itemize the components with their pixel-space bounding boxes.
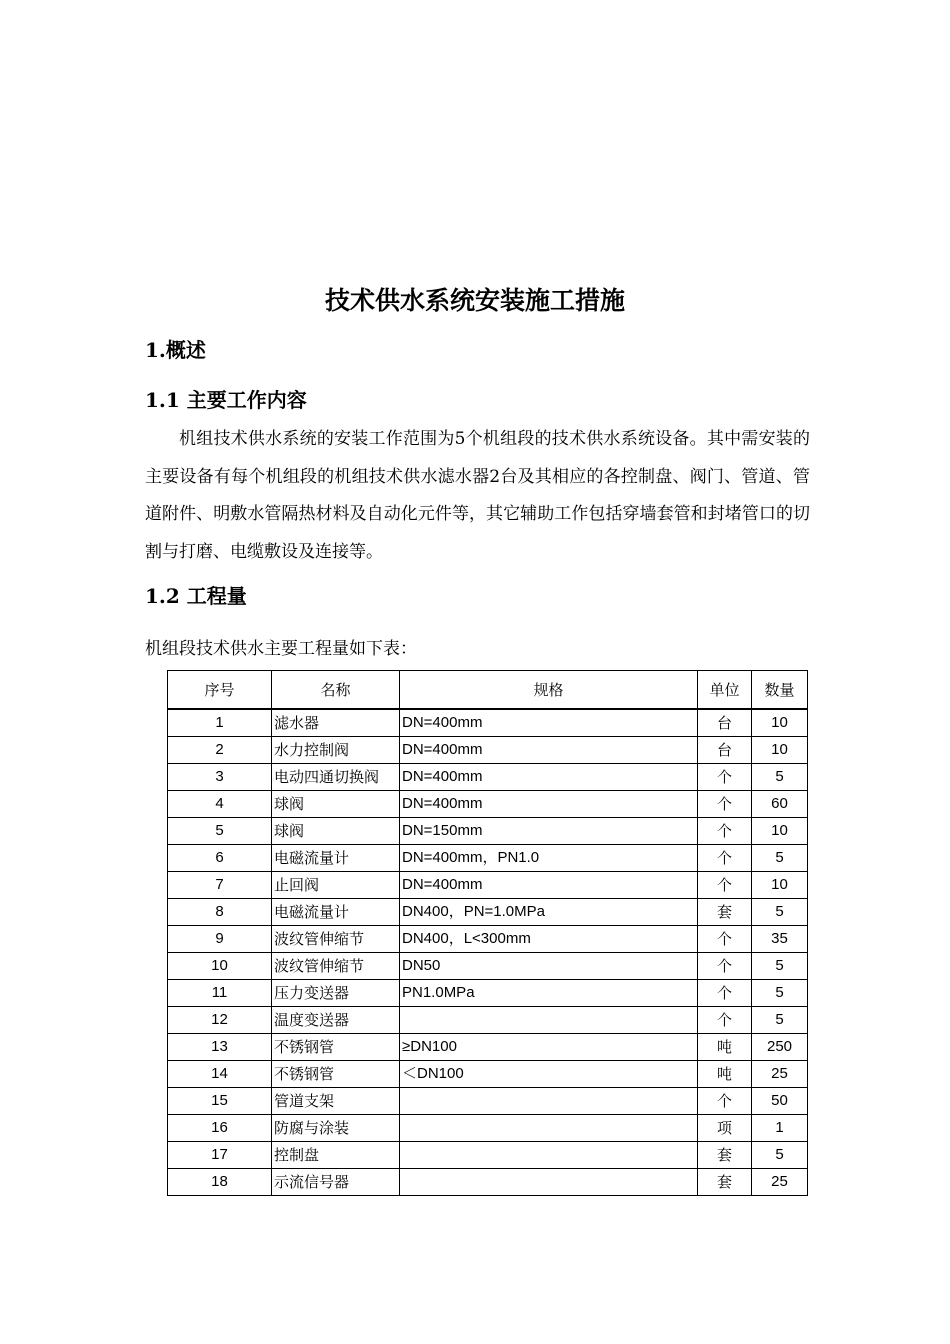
cell-unit: 个 — [698, 926, 752, 953]
table-row — [168, 899, 808, 926]
cell-no: 16 — [168, 1115, 272, 1142]
cell-spec: DN400，L<300mm — [400, 926, 698, 953]
cell-qty: 50 — [752, 1088, 808, 1115]
cell-unit: 个 — [698, 764, 752, 791]
cell-no: 6 — [168, 845, 272, 872]
cell-name: 止回阀 — [272, 872, 400, 899]
cell-spec — [400, 1088, 698, 1115]
cell-unit: 个 — [698, 1088, 752, 1115]
cell-spec: DN=150mm — [400, 818, 698, 845]
cell-name: 波纹管伸缩节 — [272, 953, 400, 980]
table-row — [168, 764, 808, 791]
cell-no: 1 — [168, 709, 272, 737]
cell-no: 15 — [168, 1088, 272, 1115]
cell-name: 滤水器 — [272, 709, 400, 737]
cell-name: 压力变送器 — [272, 980, 400, 1007]
header-name: 名称 — [272, 671, 400, 710]
cell-no: 12 — [168, 1007, 272, 1034]
cell-qty: 5 — [752, 899, 808, 926]
cell-spec: DN=400mm，PN1.0 — [400, 845, 698, 872]
table-row — [168, 1088, 808, 1115]
table-header-row — [168, 671, 808, 710]
cell-qty: 25 — [752, 1061, 808, 1088]
cell-spec: DN=400mm — [400, 764, 698, 791]
cell-name: 不锈钢管 — [272, 1034, 400, 1061]
cell-name: 不锈钢管 — [272, 1061, 400, 1088]
cell-unit: 台 — [698, 709, 752, 737]
cell-unit: 个 — [698, 953, 752, 980]
cell-no: 14 — [168, 1061, 272, 1088]
cell-name: 防腐与涂装 — [272, 1115, 400, 1142]
cell-spec: ＜DN100 — [400, 1061, 698, 1088]
section-heading-overview: 1.概述 — [145, 338, 206, 362]
cell-no: 7 — [168, 872, 272, 899]
cell-unit: 个 — [698, 845, 752, 872]
cell-spec: DN50 — [400, 953, 698, 980]
table-row — [168, 845, 808, 872]
table-row — [168, 953, 808, 980]
cell-unit: 个 — [698, 791, 752, 818]
cell-unit: 吨 — [698, 1061, 752, 1088]
cell-spec: DN=400mm — [400, 737, 698, 764]
cell-qty: 10 — [752, 709, 808, 737]
cell-name: 球阀 — [272, 818, 400, 845]
cell-unit: 吨 — [698, 1034, 752, 1061]
cell-unit: 个 — [698, 1007, 752, 1034]
cell-qty: 5 — [752, 980, 808, 1007]
cell-unit: 套 — [698, 1169, 752, 1196]
table-row — [168, 926, 808, 953]
cell-name: 电动四通切换阀 — [272, 764, 400, 791]
cell-spec: DN=400mm — [400, 709, 698, 737]
cell-no: 17 — [168, 1142, 272, 1169]
table-row — [168, 872, 808, 899]
cell-spec: PN1.0MPa — [400, 980, 698, 1007]
cell-qty: 5 — [752, 953, 808, 980]
cell-qty: 5 — [752, 1142, 808, 1169]
cell-spec: DN400，PN=1.0MPa — [400, 899, 698, 926]
table-row — [168, 737, 808, 764]
cell-unit: 个 — [698, 980, 752, 1007]
section-heading-quantities: 1.2 工程量 — [145, 584, 247, 608]
cell-no: 9 — [168, 926, 272, 953]
cell-spec — [400, 1007, 698, 1034]
cell-name: 温度变送器 — [272, 1007, 400, 1034]
cell-spec — [400, 1169, 698, 1196]
cell-no: 13 — [168, 1034, 272, 1061]
cell-qty: 60 — [752, 791, 808, 818]
cell-no: 2 — [168, 737, 272, 764]
cell-qty: 10 — [752, 872, 808, 899]
table-row — [168, 1007, 808, 1034]
cell-name: 控制盘 — [272, 1142, 400, 1169]
quantity-table — [167, 670, 808, 1196]
header-unit: 单位 — [698, 671, 752, 710]
cell-qty: 5 — [752, 764, 808, 791]
cell-no: 5 — [168, 818, 272, 845]
cell-qty: 1 — [752, 1115, 808, 1142]
table-caption: 机组段技术供水主要工程量如下表： — [145, 639, 417, 659]
table-body — [168, 709, 808, 1196]
cell-no: 4 — [168, 791, 272, 818]
section-heading-main-work: 1.1 主要工作内容 — [145, 388, 307, 412]
cell-unit: 个 — [698, 818, 752, 845]
cell-no: 8 — [168, 899, 272, 926]
table-row — [168, 1169, 808, 1196]
cell-name: 管道支架 — [272, 1088, 400, 1115]
cell-qty: 5 — [752, 1007, 808, 1034]
header-spec: 规格 — [400, 671, 698, 710]
cell-name: 示流信号器 — [272, 1169, 400, 1196]
table-row — [168, 1034, 808, 1061]
table-row — [168, 709, 808, 737]
cell-spec — [400, 1142, 698, 1169]
cell-qty: 10 — [752, 818, 808, 845]
header-qty: 数量 — [752, 671, 808, 710]
table-row — [168, 1061, 808, 1088]
cell-spec — [400, 1115, 698, 1142]
cell-spec: DN=400mm — [400, 791, 698, 818]
cell-name: 水力控制阀 — [272, 737, 400, 764]
cell-spec: DN=400mm — [400, 872, 698, 899]
cell-unit: 套 — [698, 1142, 752, 1169]
cell-qty: 35 — [752, 926, 808, 953]
main-work-paragraph: 机组技术供水系统的安装工作范围为5个机组段的技术供水系统设备。其中需安装的主要设备有每个机组段的机组技术供水滤水器2台及其相应的各控制盘、阀门、管道、管道附件、明敷水管隔热材料及自动化元件等，其它辅助工作包括穿墙套管和封堵管口的切割与打磨、电缆敷设及连接等。 — [145, 429, 810, 562]
table-row — [168, 1142, 808, 1169]
cell-unit: 项 — [698, 1115, 752, 1142]
cell-no: 3 — [168, 764, 272, 791]
cell-qty: 5 — [752, 845, 808, 872]
cell-unit: 套 — [698, 899, 752, 926]
table-row — [168, 791, 808, 818]
cell-unit: 个 — [698, 872, 752, 899]
table-row — [168, 818, 808, 845]
cell-qty: 25 — [752, 1169, 808, 1196]
cell-name: 电磁流量计 — [272, 845, 400, 872]
table-row — [168, 980, 808, 1007]
cell-name: 电磁流量计 — [272, 899, 400, 926]
cell-no: 11 — [168, 980, 272, 1007]
cell-no: 10 — [168, 953, 272, 980]
cell-name: 波纹管伸缩节 — [272, 926, 400, 953]
header-no: 序号 — [168, 671, 272, 710]
table-row — [168, 1115, 808, 1142]
cell-qty: 250 — [752, 1034, 808, 1061]
cell-no: 18 — [168, 1169, 272, 1196]
document-title: 技术供水系统安装施工措施 — [324, 286, 625, 315]
cell-unit: 台 — [698, 737, 752, 764]
cell-name: 球阀 — [272, 791, 400, 818]
cell-qty: 10 — [752, 737, 808, 764]
cell-spec: ≥DN100 — [400, 1034, 698, 1061]
